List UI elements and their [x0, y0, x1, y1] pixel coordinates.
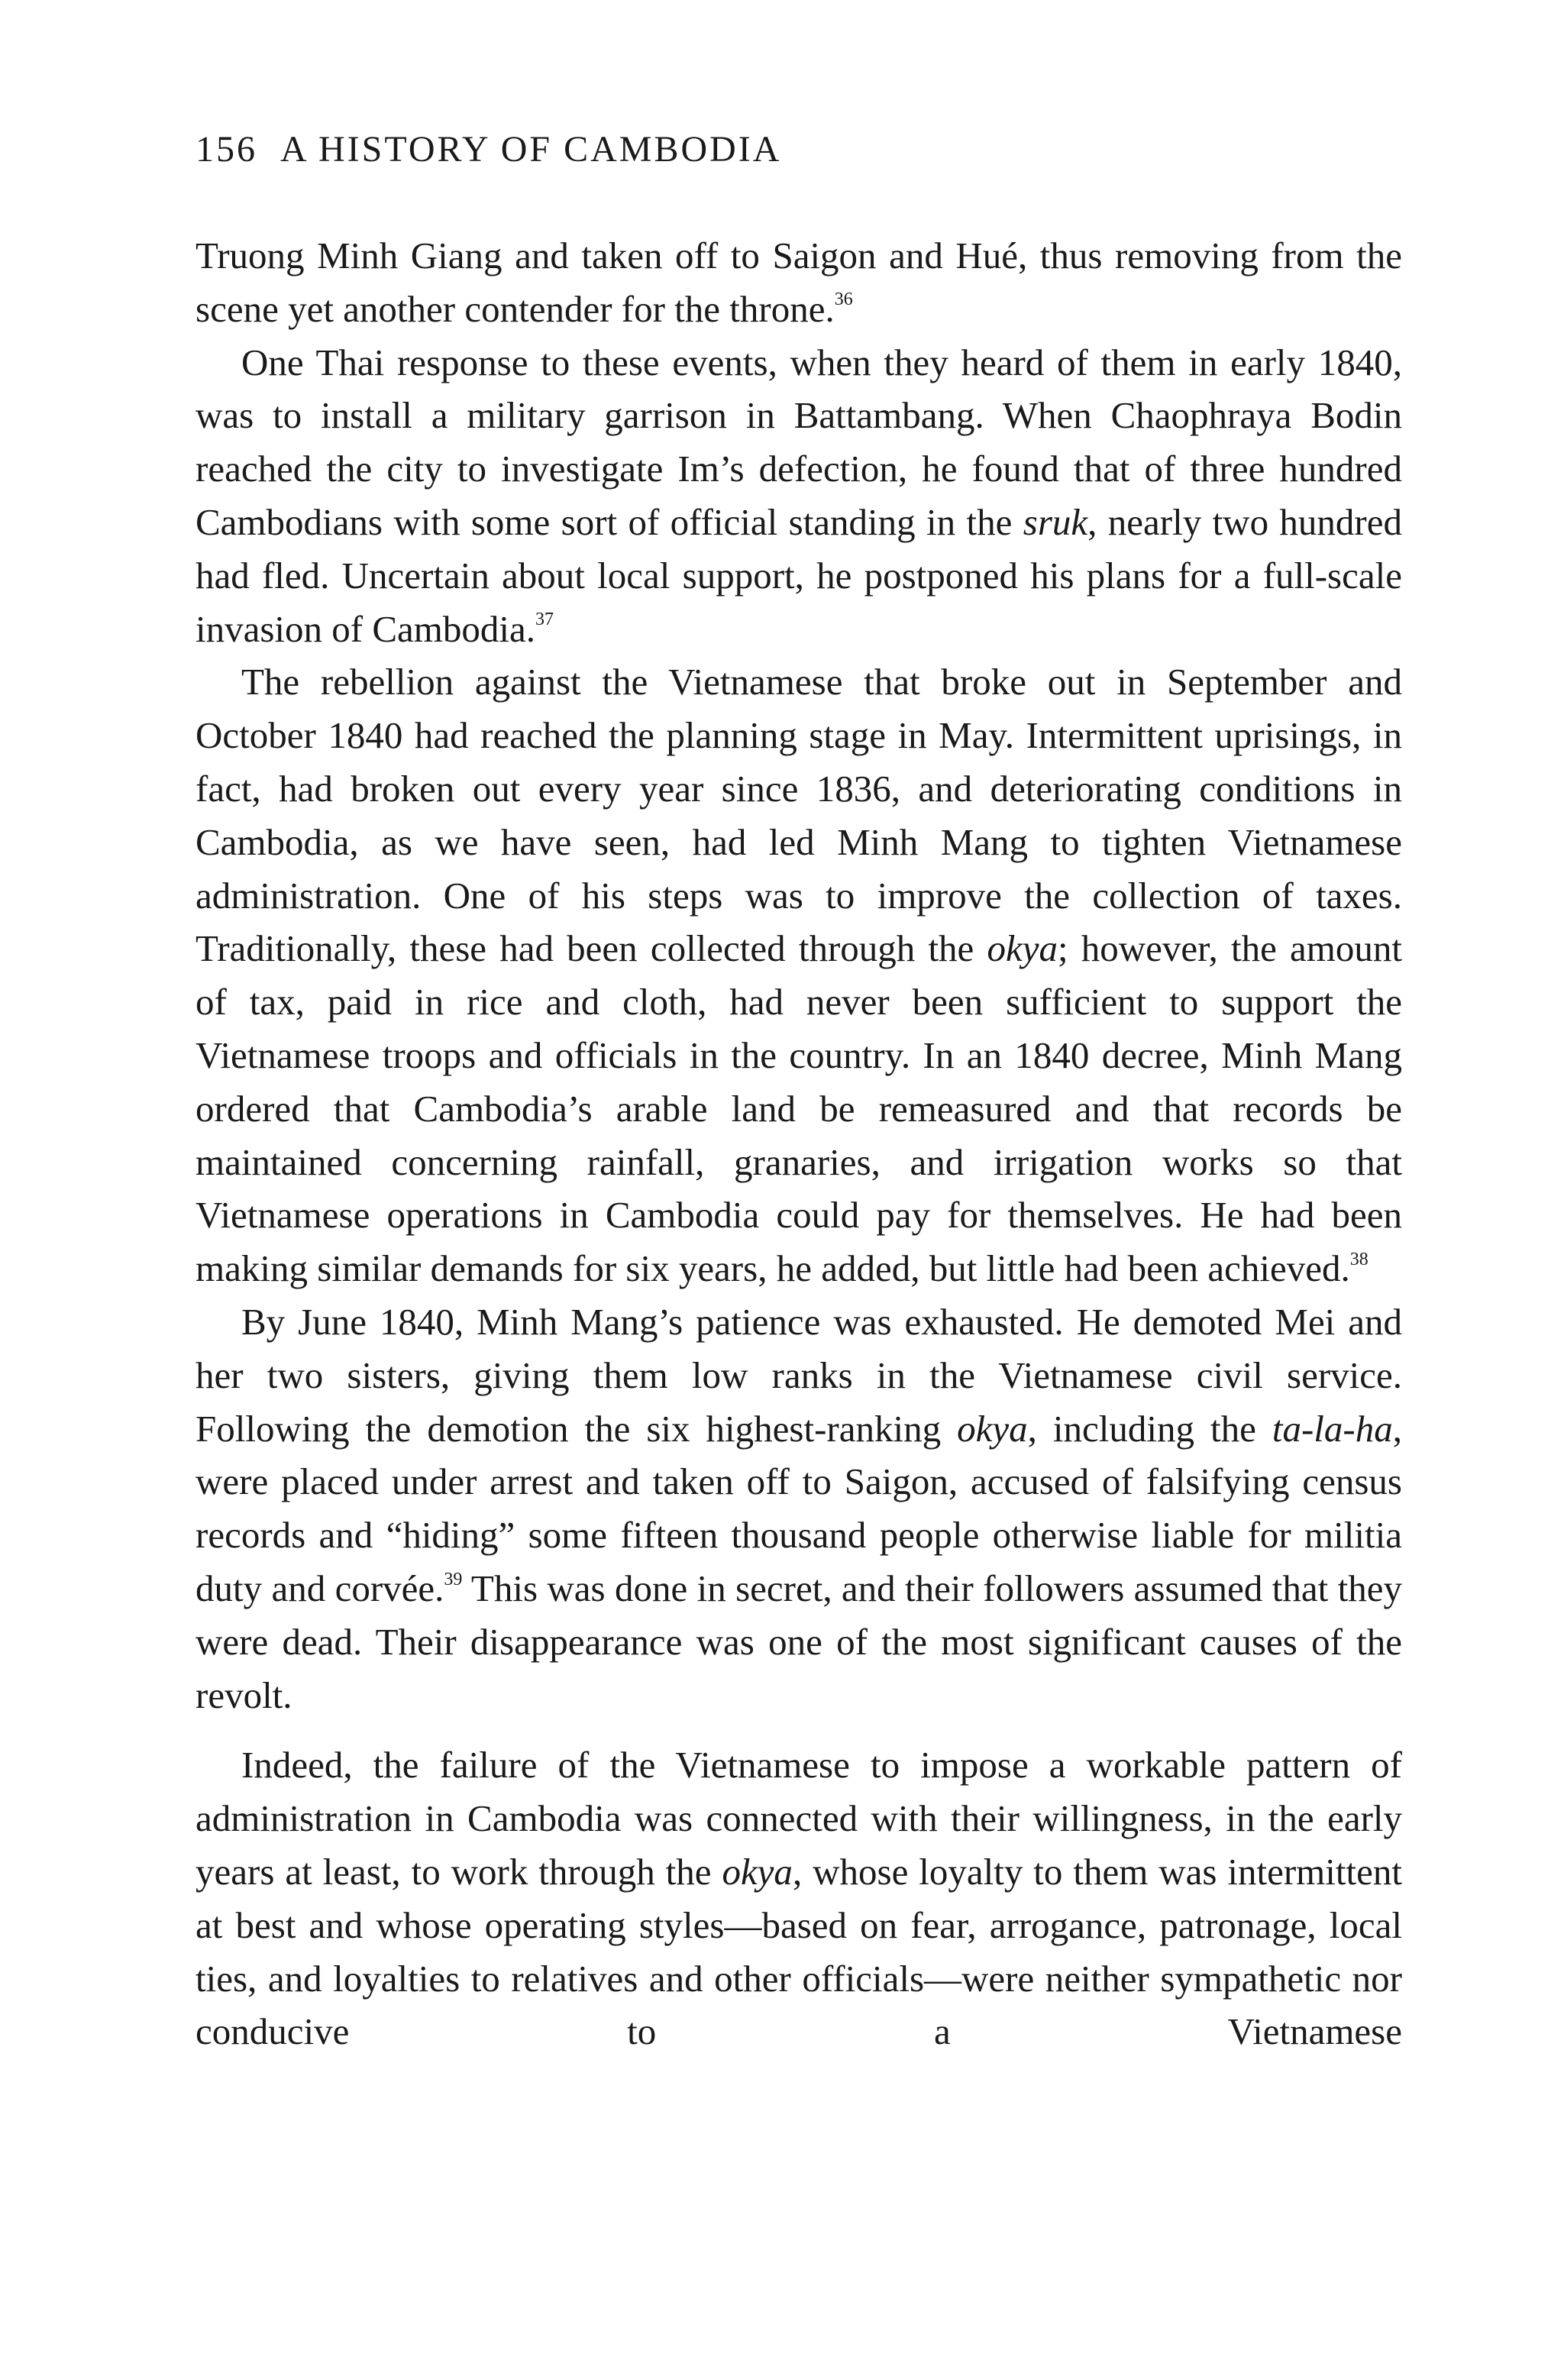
footnote-marker: 37 — [535, 610, 554, 630]
book-title: A HISTORY OF CAMBODIA — [280, 129, 782, 170]
text-run: The rebellion against the Vietnamese that broke out in September and October 1840 had reached the planning stage in May. Intermittent uprisings, in fact, had broken out every year since 1836, and deteriorating conditions in Cambodia, as we have seen, had led Minh Mang to tighten Vietnamese administration. One of his steps was to improve the collection of taxes. Traditionally, these had been collected through the — [196, 661, 1402, 970]
paragraph — [196, 1738, 1402, 2058]
text-run: This was done in secret, and their followers assumed that they were dead. Their disappearance was one of the most significant causes of the revolt. — [196, 1567, 1402, 1716]
body-text — [196, 229, 1402, 2058]
text-run: , whose loyalty to them was intermittent at best and whose operating styles—based on fear, arrogance, patronage, local ties, and loyalties to relatives and other officials—were neither sympathetic nor conducive to a Vietnamese — [196, 1850, 1402, 2053]
text-run: By June 1840, Minh Mang’s patience was exhausted. He demoted Mei and her two sisters, giving them low ranks in the Vietnamese civil service. Following the demotion the six highest-ranking — [196, 1300, 1402, 1450]
paragraph — [196, 336, 1402, 656]
text-run: , were placed under arrest and taken off to Saigon, accused of falsifying census records and “hiding” some fifteen thousand people otherwise liable for militia duty and corvée. — [196, 1407, 1402, 1609]
italic-term: sruk — [1023, 500, 1088, 543]
footnote-marker: 39 — [444, 1569, 463, 1589]
text-run: , including the — [1027, 1407, 1272, 1450]
paragraph — [196, 229, 1402, 336]
running-head — [196, 127, 781, 173]
italic-term: okya — [722, 1850, 793, 1893]
italic-term: ta-la-ha — [1272, 1407, 1393, 1450]
footnote-marker: 36 — [834, 289, 853, 310]
text-run: Truong Minh Giang and taken off to Saigon and Hué, thus removing from the scene yet another contender for the throne. — [196, 234, 1402, 330]
paragraph — [196, 1295, 1402, 1722]
italic-term: okya — [957, 1407, 1028, 1450]
text-run: , nearly two hundred had fled. Uncertain about local support, he postponed his plans for a full-scale invasion of Cambodia. — [196, 500, 1403, 650]
paragraph — [196, 655, 1402, 1295]
text-run: ; however, the amount of tax, paid in rice and cloth, had never been sufficient to support the Vietnamese troops and officials in the country. In an 1840 decree, Minh Mang ordered that Cambodia’s arable land be remeasured and that records be maintained concerning rainfall, granaries, and irrigation works so that Vietnamese operations in Cambodia could pay for themselves. He had been making similar demands for six years, he added, but little had been achieved. — [196, 927, 1402, 1290]
text-run: Indeed, the failure of the Vietnamese to impose a workable pattern of administration in Cambodia was connected with their willingness, in the early years at least, to work through the — [196, 1744, 1402, 1893]
italic-term: okya — [987, 927, 1058, 970]
text-run: One Thai response to these events, when they heard of them in early 1840, was to install a military garrison in Battambang. When Chaophraya Bodin reached the city to investigate Im’s defection, he found that of three hundred Cambodians with some sort of official standing in the — [196, 341, 1402, 543]
page-number: 156 — [196, 129, 257, 170]
footnote-marker: 38 — [1349, 1249, 1368, 1269]
